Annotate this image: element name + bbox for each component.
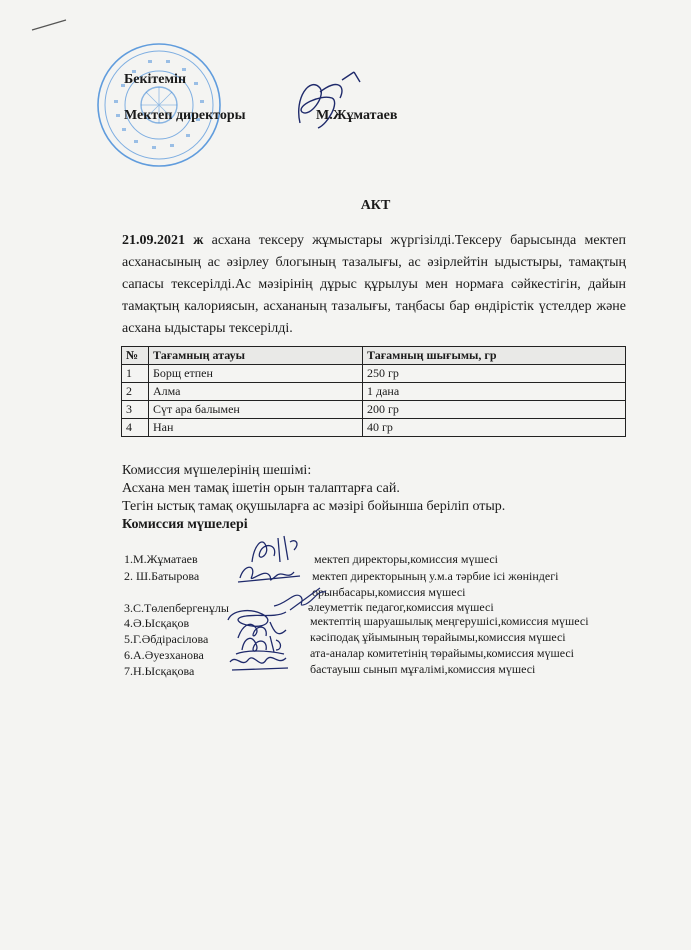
decision-line-canteen: Асхана мен тамақ ішетін орын талаптарға сай. [122,481,400,496]
table-row [122,401,626,419]
approval-title: Бекітемін [124,72,187,87]
cell-food-name: Борщ етпен [149,365,363,383]
member-name: 2. Ш.Батырова [124,569,200,583]
cell-food-name: Сүт ара балымен [149,401,363,419]
table-row [122,419,626,437]
director-signature [280,68,370,138]
decision-line-free-meal: Тегін ыстық тамақ оқушыларға ас мәзірі бойынша беріліп отыр. [122,499,506,514]
member-role: ата-аналар комитетінің төрайымы,комиссия мүшесі [310,646,574,660]
member-signature [236,560,306,586]
col-header-number: № [122,347,149,365]
member-role-continued: орынбасары,комиссия мүшесі [312,585,466,599]
table-row [122,383,626,401]
cell-number: 3 [122,401,149,419]
cell-food-name: Алма [149,383,363,401]
cell-yield: 200 гр [363,401,626,419]
col-header-yield: Тағамның шығымы, гр [363,347,626,365]
decision-heading: Комиссия мүшелерінің шешімі: [122,463,312,478]
member-role: мектеп директорының у.м.а тәрбие ісі жөніндегі [312,569,559,583]
member-name: 3.С.Төлепбергенұлы [124,601,229,615]
table-row [122,365,626,383]
approval-name: М.Жұматаев [316,108,398,123]
cell-number: 4 [122,419,149,437]
member-role: әлеуметтік педагог,комиссия мүшесі [308,600,494,614]
member-role: бастауыш сынып мұғалімі,комиссия мүшесі [310,662,536,676]
act-date: 21.09.2021 ж [122,233,204,248]
member-name: 6.А.Әуезханова [124,648,204,662]
cell-number: 2 [122,383,149,401]
approval-role: Мектеп директоры [124,108,246,123]
member-name: 4.Ә.Ысқақов [124,616,190,630]
menu-table [121,346,626,437]
member-role: мектеп директоры,комиссия мүшесі [314,552,498,566]
school-seal-stamp [94,40,224,170]
member-signature [226,648,296,676]
member-name: 1.М.Жұматаев [124,552,198,566]
commission-decision [122,462,505,534]
cell-yield: 1 дана [363,383,626,401]
cell-number: 1 [122,365,149,383]
table-header-row [122,347,626,365]
members-heading: Комиссия мүшелері [122,517,248,532]
member-name: 7.Н.Ысқақова [124,664,195,678]
member-name: 5.Г.Әбдірасілова [124,632,209,646]
act-intro-paragraph [122,230,626,340]
cell-yield: 250 гр [363,365,626,383]
col-header-food-name: Тағамның атауы [149,347,363,365]
member-role: мектептің шаруашылық меңгерушісі,комиссия мүшесі [310,614,589,628]
act-intro-text: асхана тексеру жұмыстары жүргізілді.Тексеру барысында мектеп асханасының ас әзірлеу блогының тазалығы, ас әзірлейтін ыдыстыры, тамақтың сапасы тексерілді.Ас мәзірінің дұрыс құрылуы мен нормаға сәйкестігін, дайын тамақтың калориясын, асхананың тазалығы, таңбасы бар өндірістік үстелдер және асхана ыдыстары тексерілді. [122,233,626,336]
member-role: кәсіподақ ұйымының төрайымы,комиссия мүшесі [310,630,566,644]
act-title: АКТ [360,198,391,213]
cell-yield: 40 гр [363,419,626,437]
scan-stroke-mark [30,18,70,32]
cell-food-name: Нан [149,419,363,437]
